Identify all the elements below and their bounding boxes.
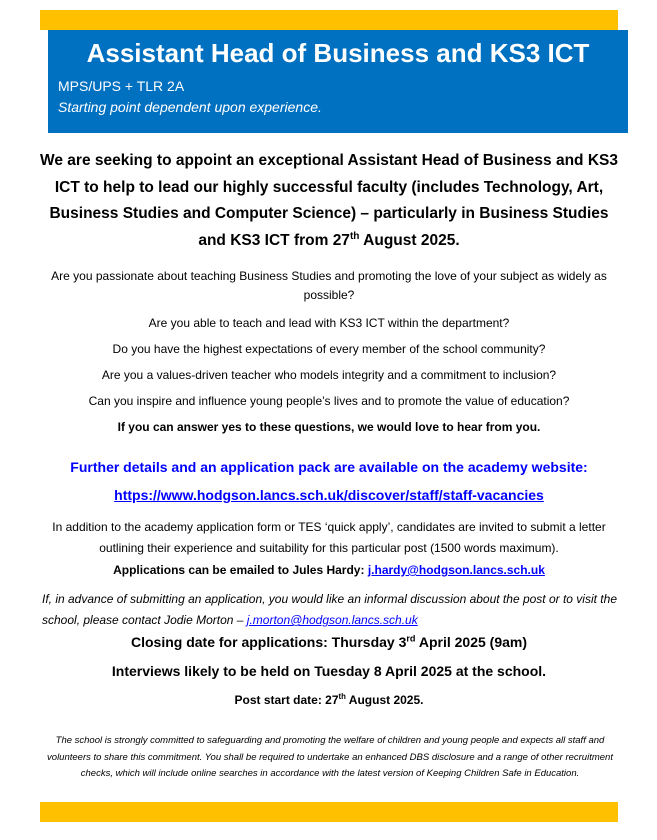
pay-scale: MPS/UPS + TLR 2A [58,78,185,94]
post-start-date [40,693,618,707]
intro-end: August 2025. [359,231,460,249]
page-title: Assistant Head of Business and KS3 ICT [86,38,590,68]
starting-point-note: Starting point dependent upon experience. [58,99,322,115]
hardy-email-link[interactable]: j.hardy@hodgson.lancs.sch.uk [367,563,545,577]
applications-text: Applications can be emailed to Jules Hardy: [113,563,368,577]
closing-end: April 2025 (9am) [415,634,527,650]
vacancies-link[interactable]: https://www.hodgson.lancs.sch.uk/discover/staff/staff-vacancies [114,487,544,503]
post-start-text: Post start date: 27 [234,693,339,707]
call-to-action: If you can answer yes to these questions, we would love to hear from you. [117,420,541,434]
bottom-accent-bar [40,802,618,822]
closing-date [40,634,618,650]
post-start-sup: th [338,692,346,701]
intro-sup: th [349,230,360,242]
question-item: Can you inspire and influence young people’s lives and to promote the value of education? [88,394,570,408]
further-details: Further details and an application pack are available on the academy website: [70,459,588,475]
applications-line [40,563,618,577]
addition-paragraph: In addition to the academy application form or TES ‘quick apply’, candidates are invited to submit a letter outlining their experience and suitability for this particular post (1500 words maximum). [52,520,606,555]
top-accent-bar [40,10,618,30]
question-item: Are you able to teach and lead with KS3 ICT within the department? [148,316,510,330]
advance-text: If, in advance of submitting an application, you would like an informal discussion about the post or to visit the school, please contact Jodie Morton – [42,592,617,627]
question-item: Are you passionate about teaching Business Studies and promoting the love of your subject as widely as possible? [51,269,607,302]
closing-sup: rd [406,633,416,644]
intro-paragraph [40,148,618,254]
safeguarding-statement: The school is strongly committed to safeguarding and promoting the welfare of children and young people and expects all staff and volunteers to share this commitment. You shall be required to undertake an enhanced DBS disclosure and a range of other recruitment checks, which will include online searches in accordance with the latest version of Keeping Children Safe in Education. [47,735,613,779]
question-item: Are you a values-driven teacher who models integrity and a commitment to inclusion? [101,368,557,382]
post-start-end: August 2025. [345,693,424,707]
morton-email-link[interactable]: j.morton@hodgson.lancs.sch.uk [246,613,418,627]
header-banner [48,30,628,133]
interview-date: Interviews likely to be held on Tuesday 8 April 2025 at the school. [111,663,547,679]
intro-text: We are seeking to appoint an exceptional Assistant Head of Business and KS3 ICT to help to lead our highly successful faculty (includes Technology, Art, Business Studies and Computer Science) – particularly in Business Studies and KS3 ICT from 27 [40,152,618,249]
advance-paragraph [42,589,618,631]
closing-text: Closing date for applications: Thursday 3 [131,634,407,650]
question-item: Do you have the highest expectations of every member of the school community? [112,342,546,356]
